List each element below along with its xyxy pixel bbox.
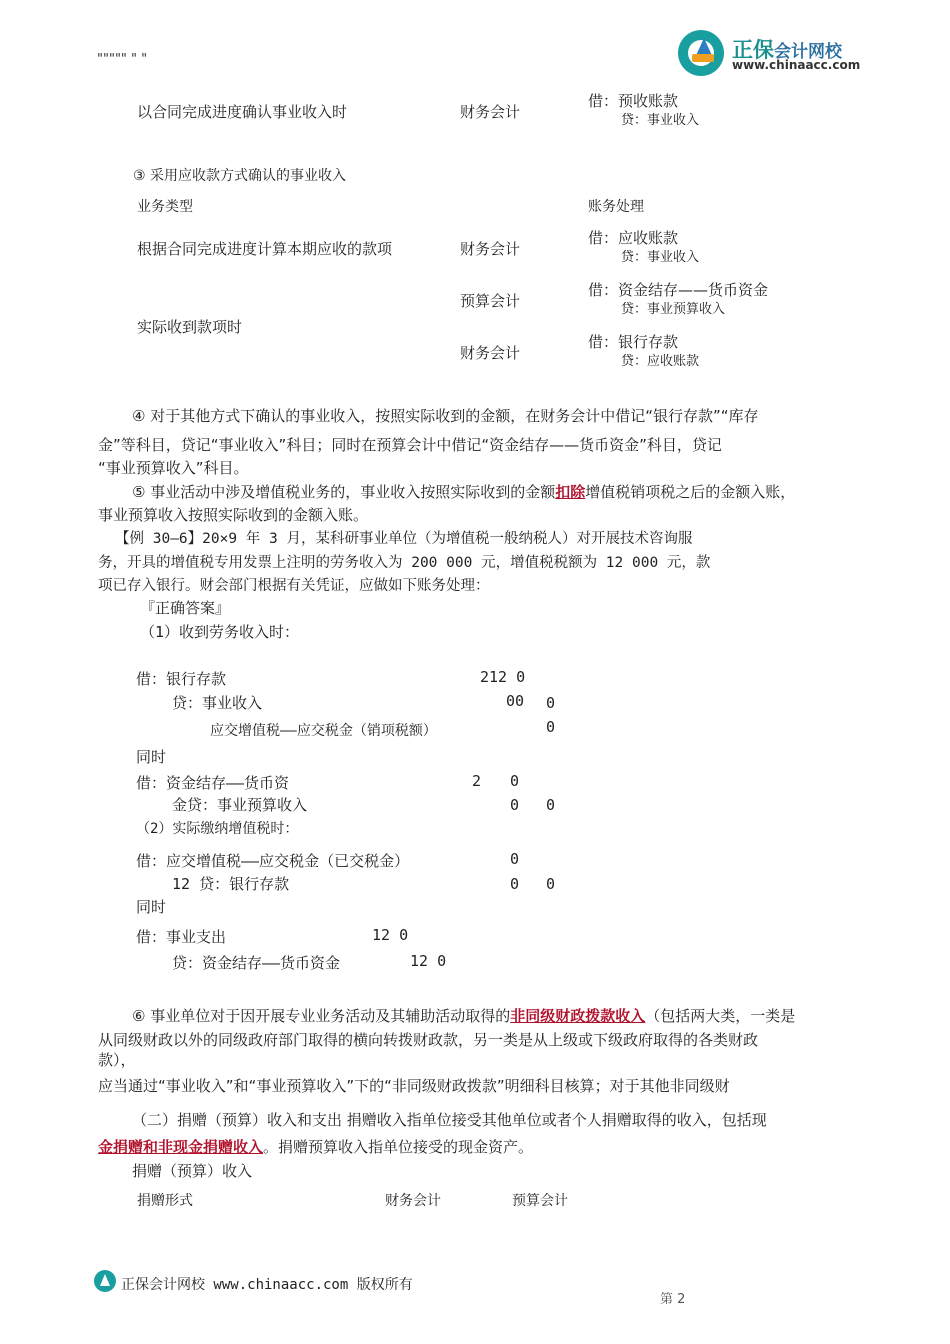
- entry4-amt-b: 12 0: [410, 952, 447, 970]
- table1-row1-credit: 贷：事业收入: [621, 113, 700, 128]
- table1-row1-type: 以合同完成进度确认事业收入时: [137, 103, 348, 121]
- tongshi-2: 同时: [136, 898, 167, 916]
- entry4-credit: 贷：资金结存——货币资金: [172, 954, 341, 972]
- page-number: 第 2: [660, 1292, 686, 1307]
- table2-row3-acct: 财务会计: [460, 344, 521, 362]
- table2-head-proc: 账务处理: [588, 199, 644, 215]
- table3-head-fin: 财务会计: [385, 1193, 441, 1209]
- brand-name: 正保会计网校: [732, 38, 842, 62]
- para6-line2: 从同级财政以外的同级政府部门取得的横向转拨财政款，另一类是从上级或下级政府取得的各类财政: [98, 1031, 759, 1049]
- entry4-debit: 借：事业支出: [136, 928, 227, 946]
- table2-row2-credit: 贷：事业预算收入: [621, 302, 726, 317]
- logo-icon: [678, 30, 724, 76]
- para5-line2: 事业预算收入按照实际收到的金额入账。: [98, 506, 369, 524]
- table2-row3-debit: 借：银行存款: [588, 333, 679, 351]
- entry1-debit: 借：银行存款: [136, 670, 227, 688]
- entry1-tax-zero: 0: [546, 718, 556, 736]
- example-step2: （2）实际缴纳增值税时：: [136, 821, 299, 837]
- para6-line3: 款），: [98, 1051, 136, 1069]
- brand-url: www.chinaacc.com: [732, 58, 861, 72]
- footer-logo-icon: [94, 1270, 116, 1292]
- entry1-credit: 贷：事业收入: [172, 694, 263, 712]
- para6-line1: ⑥ 事业单位对于因开展专业业务活动及其辅助活动取得的非同级财政拨款收入（包括两大类，一类是: [132, 1007, 796, 1025]
- example-answer: 『正确答案』: [140, 599, 231, 617]
- para4-line2: 金”等科目，贷记“事业收入”科目；同时在预算会计中借记“资金结存——货币资金”科目，贷记: [98, 436, 722, 454]
- table2-head-type: 业务类型: [137, 199, 193, 215]
- entry1-amount: 212 0: [480, 668, 526, 686]
- tongshi-1: 同时: [136, 748, 167, 766]
- table2-row2-debit: 借：资金结存——货币资金: [588, 281, 769, 299]
- example-line2: 务，开具的增值税专用发票上注明的劳务收入为 200 000 元，增值税税额为 12 000 元，款: [98, 555, 711, 571]
- entry3-amt-c: 0: [546, 875, 556, 893]
- para4-line3: “事业预算收入”科目。: [98, 459, 249, 477]
- sec2-line1: （二）捐赠（预算）收入和支出 捐赠收入指单位接受其他单位或者个人捐赠取得的收入，包括现: [132, 1111, 767, 1129]
- para4-line1: ④ 对于其他方式下确认的事业收入，按照实际收到的金额，在财务会计中借记“银行存款”“库存: [132, 407, 759, 425]
- entry4-amt-a: 12 0: [372, 926, 409, 944]
- table3-head-budget: 预算会计: [512, 1193, 568, 1209]
- para6-line4: 应当通过“事业收入”和“事业预算收入”下的“非同级财政拨款”明细科目核算；对于其他非同级财: [98, 1077, 730, 1095]
- table2-row1-credit: 贷：事业收入: [621, 250, 700, 265]
- entry1-credit-amount: 00: [506, 692, 525, 710]
- entry3-amt-b: 0: [510, 875, 520, 893]
- sec2-subtitle: 捐赠（预算）收入: [132, 1162, 253, 1180]
- example-line3: 项已存入银行。财会部门根据有关凭证，应做如下账务处理：: [98, 578, 490, 594]
- para5-line1: ⑤ 事业活动中涉及增值税业务的，事业收入按照实际收到的金额扣除增值税销项税之后的金额入账，: [132, 483, 796, 501]
- footer-copyright: 正保会计网校 www.chinaacc.com 版权所有: [121, 1277, 413, 1293]
- corner-fragment: """"" " ": [97, 52, 148, 67]
- table2-row3-credit: 贷：应收账款: [621, 354, 700, 369]
- section3-title: ③ 采用应收款方式确认的事业收入: [133, 168, 347, 184]
- table1-row1-acct: 财务会计: [460, 103, 521, 121]
- entry1-zero: 0: [546, 694, 556, 712]
- table1-row1-debit: 借：预收账款: [588, 92, 679, 110]
- table2-row2-acct: 预算会计: [460, 292, 521, 310]
- entry3-credit: 12 贷：银行存款: [172, 875, 290, 893]
- entry3-amt-a: 0: [510, 850, 520, 868]
- entry2-amt-d: 0: [546, 796, 556, 814]
- entry1-tax: 应交增值税——应交税金（销项税额）: [210, 723, 437, 739]
- entry2-credit: 金贷：事业预算收入: [172, 796, 308, 814]
- example-line1: 【例 30—6】20×9 年 3 月，某科研事业单位（为增值税一般纳税人）对开展技术咨询服: [115, 531, 693, 547]
- entry2-amt-c: 0: [510, 796, 520, 814]
- table2-row1-debit: 借：应收账款: [588, 229, 679, 247]
- sec2-line2: 金捐赠和非现金捐赠收入。捐赠预算收入指单位接受的现金资产。: [98, 1138, 534, 1156]
- example-step1: （1）收到劳务收入时：: [140, 623, 300, 641]
- table3-head-form: 捐赠形式: [137, 1193, 193, 1209]
- table2-row1-type: 根据合同完成进度计算本期应收的款项: [137, 240, 393, 258]
- table2-row3-type: 实际收到款项时: [137, 318, 243, 336]
- entry2-amt-a: 2: [472, 772, 482, 790]
- entry2-debit: 借：资金结存——货币资: [136, 774, 290, 792]
- table2-row1-acct: 财务会计: [460, 240, 521, 258]
- entry2-amt-b: 0: [510, 772, 520, 790]
- entry3-debit: 借：应交增值税——应交税金（已交税金）: [136, 852, 410, 870]
